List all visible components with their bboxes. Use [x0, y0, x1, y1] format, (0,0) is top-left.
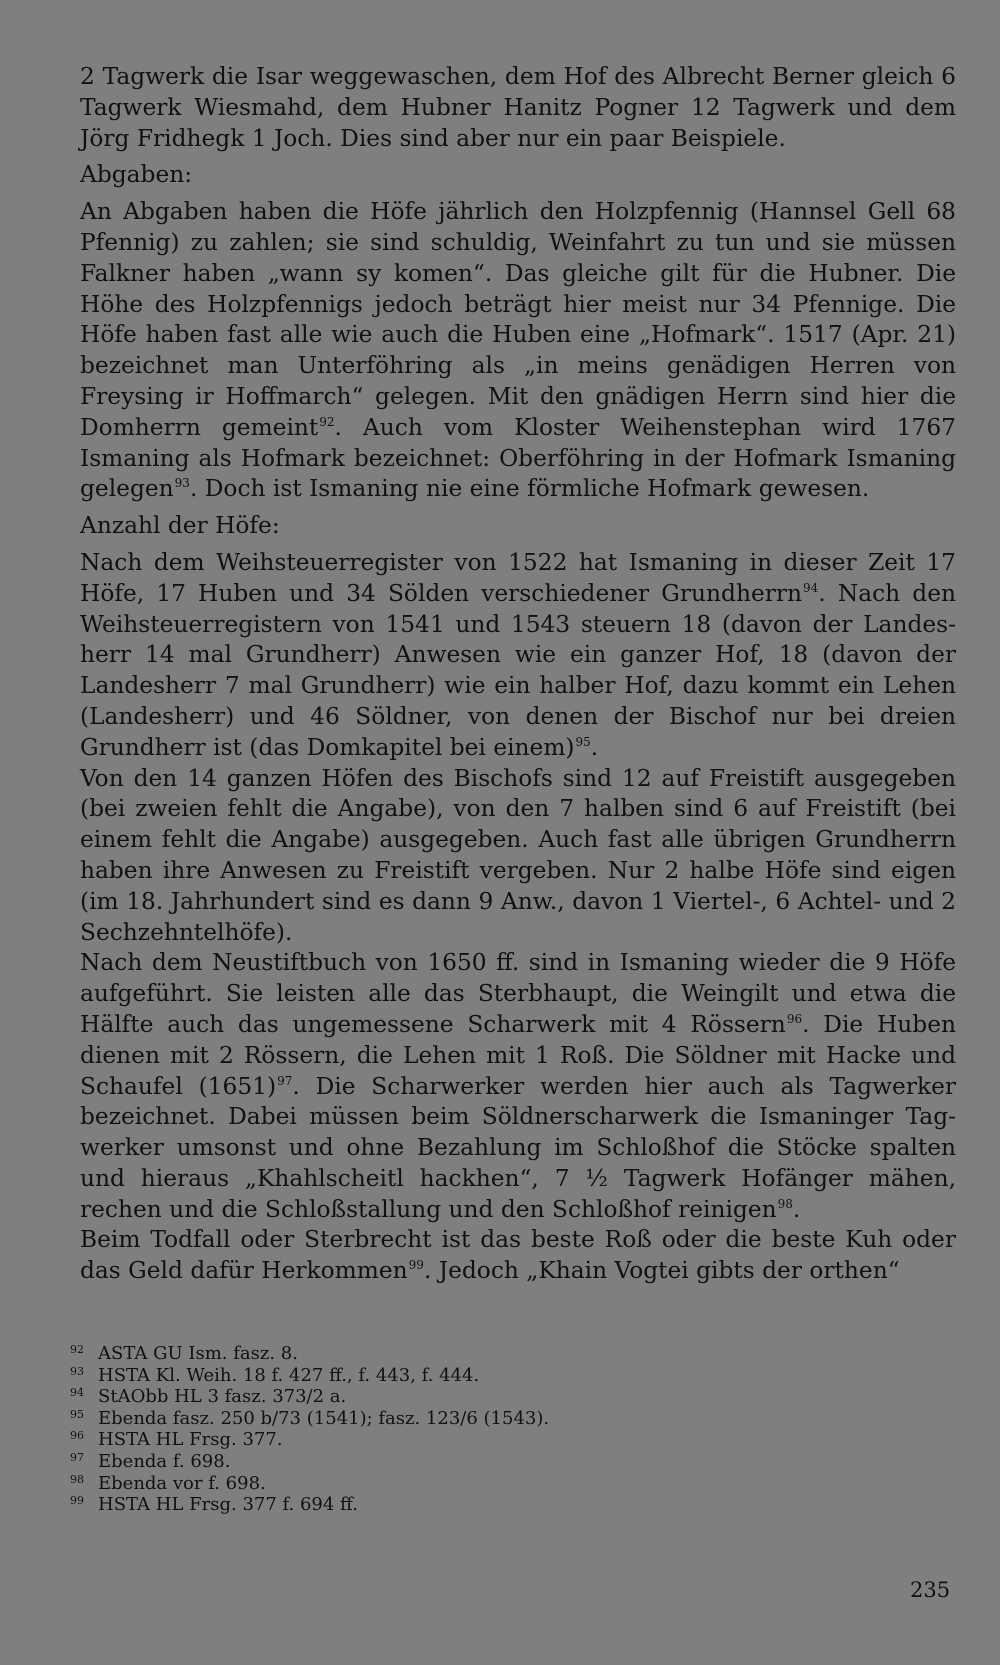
paragraph-neustiftbuch-text-d: .: [792, 1195, 801, 1223]
page-body: [80, 62, 956, 1287]
paragraph-anzahl-text-a: Nach dem Weihsteuerregister von 1522 hat Ismaning in dieser Zeit 17 Höfe, 17 Huben und 34 Sölden verschiedener Grundherrn: [80, 548, 956, 607]
footnote-number: 92: [70, 1343, 84, 1356]
paragraph-abgaben-text-b: . Auch vom Kloster Weihenstephan wird 1767 Ismaning als Hofmark bezeichnet: Oberföhring in der Hofmark Ismaning gelegen: [80, 413, 956, 503]
footnote-number: 95: [70, 1407, 84, 1421]
footnote-ref-94[interactable]: 94: [803, 580, 819, 595]
heading-abgaben: Abgaben:: [80, 161, 193, 189]
footnote-item: [70, 1365, 670, 1387]
footnote-number: 93: [70, 1364, 84, 1378]
paragraph-neustiftbuch-text-a: Nach dem Neustiftbuch von 1650 ff. sind in Ismaning wieder die 9 Höfe aufgeführt. Sie leisten alle das Sterbhaupt, die Weingilt und etwa die Hälfte auch das ungemessene Scharwerk mit 4 Rössern: [80, 949, 956, 1038]
paragraph-abgaben: [80, 197, 956, 505]
paragraph-anzahl: [80, 548, 956, 764]
footnote-text: Ebenda vor f. 698.: [98, 1472, 266, 1494]
paragraph-todfall: [80, 1225, 956, 1287]
footnote-text: HSTA HL Frsg. 377 f. 694 ff.: [98, 1494, 358, 1516]
footnote-ref-95[interactable]: 95: [575, 734, 591, 749]
footnote-item: [70, 1451, 670, 1473]
heading-anzahl: Anzahl der Höfe:: [80, 512, 280, 540]
footnote-ref-99[interactable]: 99: [408, 1258, 424, 1273]
footnote-ref-92[interactable]: 92: [319, 414, 335, 429]
footnote-item: [70, 1386, 670, 1408]
footnote-number: 99: [70, 1494, 84, 1508]
footnote-number: 94: [70, 1386, 84, 1400]
paragraph-anzahl-text-b: . Nach den Weihsteuerregistern von 1541 und 1543 steuern 18 (davon der Landesherr 14 mal Grundherr) Anwesen wie ein ganzer Hof, 18 (davon der Landesherr 7 mal Grundherr) wie ein halber Hof, dazu kommt ein Lehen (Landesherr) und 46 Söldner, von denen der Bischof nur bei dreien Grundherr ist (das Domkapitel bei einem): [80, 579, 956, 761]
paragraph-todfall-text-b: . Jedoch „Khain Vogtei gibts der orthen“: [423, 1257, 900, 1285]
paragraph-freistift-text: Von den 14 ganzen Höfen des Bischofs sind 12 auf Freistift ausgegeben (bei zweien fehlt die Angabe), von den 7 halben sind 6 auf Freistift (bei einem fehlt die Angabe) ausgegeben. Auch fast alle übrigen Grundherrn haben ihre Anwesen zu Freistift vergeben. Nur 2 halbe Höfe sind eigen (im 18. Jahrhundert sind es dann 9 Anw., davon 1 Viertel-, 6 Achtel- und 2 Sechzehntelhöfe).: [80, 764, 956, 946]
footnote-item: [70, 1429, 670, 1451]
page-number: 235: [910, 1578, 951, 1602]
footnote-number: 96: [70, 1429, 84, 1443]
footnote-number: 97: [70, 1450, 84, 1464]
footnote-text: HSTA HL Frsg. 377.: [98, 1429, 283, 1451]
footnotes: [70, 1343, 670, 1516]
paragraph-todfall-text-a: Beim Todfall oder Sterbrecht ist das beste Roß oder die beste Kuh oder das Geld dafür Herkommen: [80, 1226, 956, 1285]
paragraph-abgaben-text-a: An Abgaben haben die Höfe jährlich den Holzpfennig (Hannsel Gell 68 Pfennig) zu zahlen; sie sind schuldig, Weinfahrt zu tun und sie müssen Falkner haben „wann sy komen“. Das gleiche gilt für die Hubner. Die Höhe des Holzpfennigs jedoch beträgt hier meist nur 34 Pfennige. Die Höfe haben fast alle wie auch die Huben eine „Hofmark“. 1517 (Apr. 21) bezeichnet man Unterföhring als „in meins genädigen Herren von Freysing ir Hoffmarch“ gelegen. Mit den gnädigen Herrn sind hier die Domherrn gemeint: [80, 198, 956, 441]
paragraph-0: [80, 62, 956, 154]
footnote-item: [70, 1494, 670, 1516]
footnote-item: [70, 1408, 670, 1430]
paragraph-abgaben-text-c: . Doch ist Ismaning nie eine förmliche Hofmark gewesen.: [189, 475, 870, 503]
footnote-text: HSTA Kl. Weih. 18 f. 427 ff., f. 443, f. 444.: [98, 1364, 480, 1386]
footnote-ref-96[interactable]: 96: [786, 1011, 803, 1026]
footnote-text: StAObb HL 3 fasz. 373/2 a.: [98, 1386, 347, 1408]
paragraph-neustiftbuch-text-b: . Die Huben dienen mit 2 Rössern, die Lehen mit 1 Roß. Die Söldner mit Hacke und Schaufel (1651): [80, 1010, 956, 1100]
footnote-ref-98[interactable]: 98: [777, 1196, 793, 1211]
footnote-number: 98: [70, 1472, 84, 1486]
paragraph-0-text: 2 Tagwerk die Isar weggewaschen, dem Hof des Albrecht Berner gleich 6 Tagwerk Wiesmahd, dem Hubner Hanitz Pogner 12 Tagwerk und dem Jörg Fridhegk 1 Joch. Dies sind aber nur ein paar Beispiele.: [80, 63, 956, 152]
paragraph-anzahl-text-c: .: [590, 733, 599, 761]
footnote-text: Ebenda f. 698.: [98, 1450, 231, 1472]
paragraph-freistift: [80, 764, 956, 949]
footnote-item: [70, 1343, 670, 1365]
footnote-text: ASTA GU Ism. fasz. 8.: [98, 1343, 298, 1364]
paragraph-neustiftbuch: [80, 948, 956, 1225]
footnote-ref-93[interactable]: 93: [174, 476, 190, 491]
paragraph-neustiftbuch-text-c: . Die Scharwerker werden hier auch als Tagwerker bezeichnet. Dabei müssen beim Söldnerscharwerk die Ismaninger Tagwerker umsonst und ohne Bezahlung im Schloßhof die Stöcke spalten und hieraus „Khahlscheitl hackhen“, 7 ½ Tagwerk Hofänger mähen, rechen und die Schloßstallung und den Schloßhof reinigen: [80, 1072, 956, 1223]
footnote-ref-97[interactable]: 97: [277, 1073, 293, 1088]
footnote-item: [70, 1473, 670, 1495]
footnote-text: Ebenda fasz. 250 b/73 (1541); fasz. 123/6 (1543).: [98, 1407, 550, 1429]
